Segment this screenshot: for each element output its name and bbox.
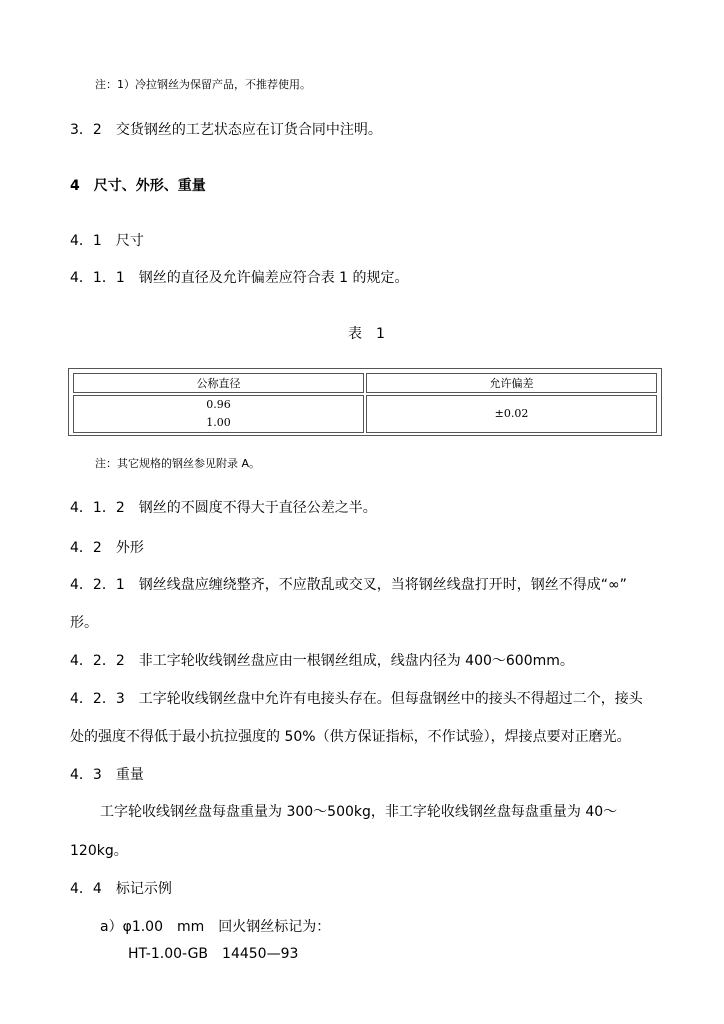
table-cell-diameters: [73, 395, 364, 433]
diameter-value: 0.96: [206, 398, 231, 411]
clause-4-2-3-line2: 处的强度不得低于最小抗拉强度的 50%（供方保证指标，不作试验），焊接点要对正磨光。: [70, 729, 631, 745]
clause-4-3-line2: 120kg。: [70, 843, 128, 859]
clause-3-2: 3．2 交货钢丝的工艺状态应在订货合同中注明。: [70, 122, 382, 138]
tolerance-table: [68, 368, 662, 436]
note-other-specs: 注：其它规格的钢丝参见附录 A。: [95, 457, 261, 470]
clause-4-4: 4．4 标记示例: [70, 881, 172, 897]
clause-4-1-1: 4．1．1 钢丝的直径及允许偏差应符合表 1 的规定。: [70, 270, 409, 286]
clause-4-2-1-line2: 形。: [70, 615, 98, 631]
clause-4-1-2: 4．1．2 钢丝的不圆度不得大于直径公差之半。: [70, 500, 377, 516]
note-cold-drawn: 注：1）冷拉钢丝为保留产品，不推荐使用。: [95, 78, 311, 91]
clause-4-2-2: 4．2．2 非工字轮收线钢丝盘应由一根钢丝组成，线盘内径为 400～600mm。: [70, 653, 574, 669]
table-cell-tolerance: ±0.02: [366, 395, 657, 433]
clause-4-1: 4．1 尺寸: [70, 233, 144, 249]
clause-4-3: 4．3 重量: [70, 767, 144, 783]
clause-4-2-3-line1: 4．2．3 工字轮收线钢丝盘中允许有电接头存在。但每盘钢丝中的接头不得超过二个，接头: [70, 691, 643, 707]
example-marking: HT-1.00-GB 14450—93: [128, 946, 299, 962]
table-title: 表 1: [348, 326, 385, 342]
table-header-tolerance: 允许偏差: [366, 373, 657, 393]
clause-4-2: 4．2 外形: [70, 540, 144, 556]
clause-4-2-1-line1: 4．2．1 钢丝线盘应缠绕整齐，不应散乱或交叉，当将钢丝线盘打开时，钢丝不得成“∞”: [70, 577, 627, 593]
clause-4-3-line1: 工字轮收线钢丝盘每盘重量为 300～500kg，非工字轮收线钢丝盘每盘重量为 40～: [100, 804, 618, 820]
table-header-diameter: 公称直径: [73, 373, 364, 393]
example-a: a）φ1.00 mm 回火钢丝标记为：: [100, 919, 331, 935]
section-4-heading: 4 尺寸、外形、重量: [70, 178, 206, 194]
diameter-value: 1.00: [206, 416, 231, 429]
